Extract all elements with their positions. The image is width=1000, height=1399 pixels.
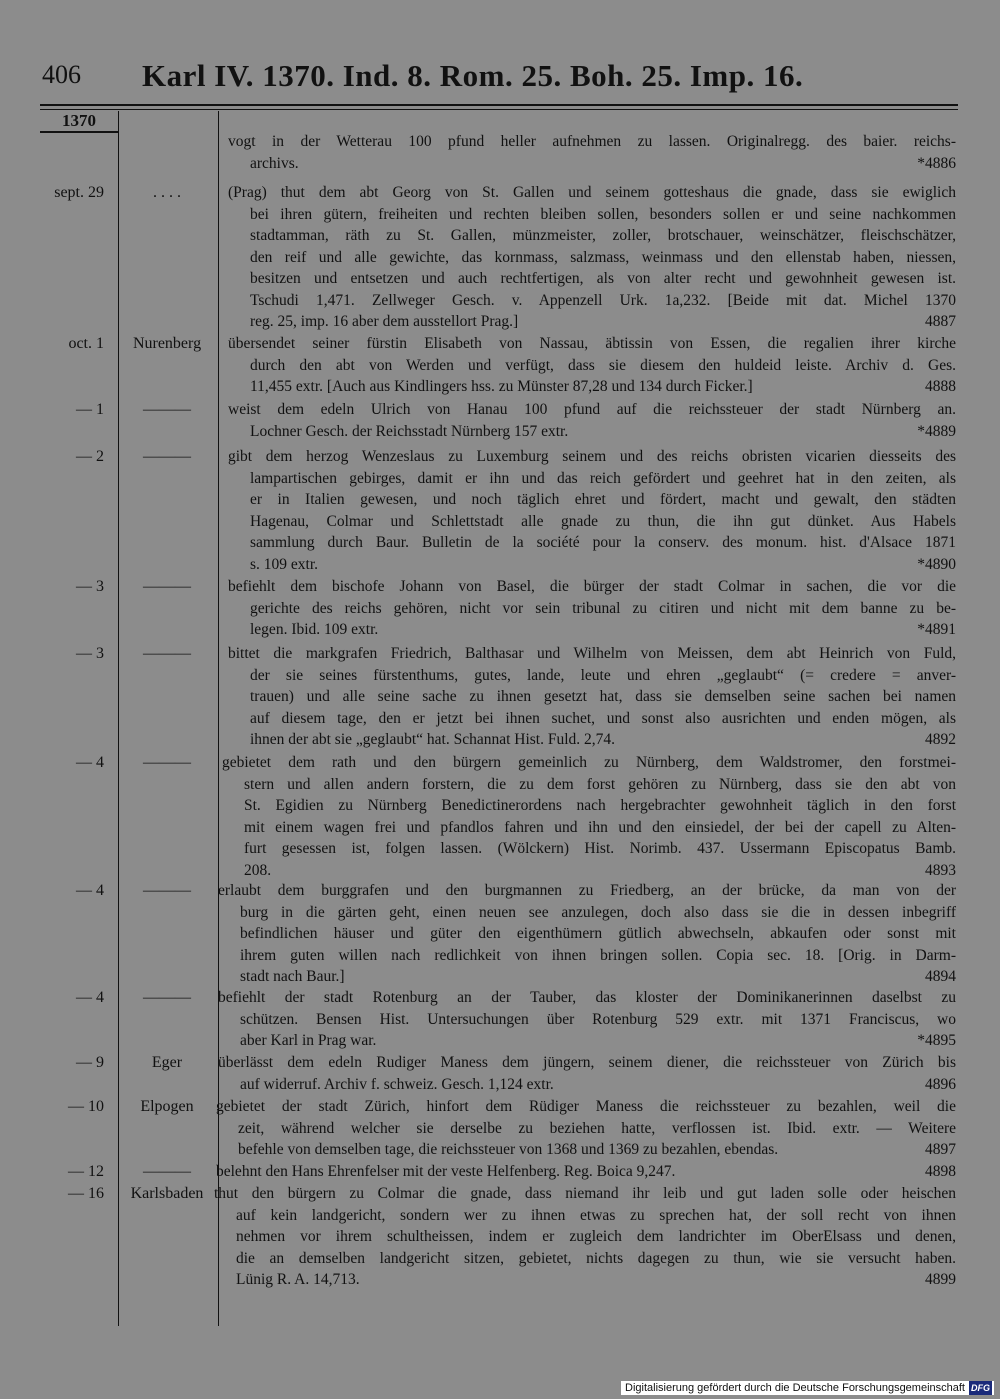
entry-place: ———: [143, 401, 191, 418]
entry-text-line: reg. 25, imp. 16 aber dem ausstellort Prag.]: [250, 313, 519, 330]
entry-text: [214, 1183, 956, 1291]
entry-text-line: erlaubt dem burggrafen und den burgmannen zu Friedberg, an der brücke, da man von der: [218, 882, 956, 899]
entry-text-line: gebietet der stadt Zürich, hinfort dem Rüdiger Maness die reichssteuer zu bezahlen, weil die: [216, 1098, 956, 1115]
entry-text: [218, 1052, 956, 1095]
entry-text-line: der sie seines fürstenthums, gutes, lande, leute und ehren „geglaubt“ (= credere = anver-: [250, 666, 956, 684]
entry-text-line: die an demselben landgericht sitzen, gebietet, nichts dagegen zu thun, wie sie versucht haben.: [236, 1249, 956, 1267]
entry-text-line: übersendet seiner fürstin Elisabeth von Nassau, äbtissin von Essen, die regalien ihrer kirche: [228, 335, 956, 352]
entry-text: [228, 131, 956, 174]
entry-text-line: s. 109 extr.: [250, 555, 319, 573]
running-title: Karl IV. 1370. Ind. 8. Rom. 25. Boh. 25. Imp. 16.: [142, 58, 804, 93]
entry-number: *4890: [917, 555, 956, 573]
entry-text: [222, 752, 956, 881]
entry-number: 4898: [925, 1163, 956, 1180]
entry-text-line: er in Italien gewesen, und noch täglich ehret und fördert, macht und gewalt, den städten: [250, 491, 956, 508]
entry-text: [228, 576, 956, 641]
entry-text: [216, 1096, 956, 1161]
entry-text-line: vogt in der Wetterau 100 pfund heller aufnehmen zu lassen. Originalregg. des baier. reichs-: [228, 133, 956, 150]
entry-text: [228, 333, 956, 398]
entry-text-line: auf widerruf. Archiv f. schweiz. Gesch. 1,124 extr.: [240, 1075, 554, 1093]
entry-text-line: nehmen vor ihrem schultheissen, indem er zugleich dem landrichter im OberElsass und denen,: [236, 1228, 956, 1245]
entry-date: — 4: [76, 882, 104, 899]
entry-place: ———: [143, 1163, 191, 1180]
entry-text-line: überlässt dem edeln Rudiger Maness dem jüngern, seinem diener, die reichssteuer von Zürich bis: [218, 1054, 956, 1071]
entry-text-line: zeit, während welcher sie derselbe zu beziehen hatte, verflossen ist. Ibid. extr. — Weitere: [238, 1119, 956, 1137]
entry-text: [228, 446, 956, 575]
entry-text-line: trauen) und alle seine sache zu ihnen gesetzt hat, dass sie demselben seine sachen bei namen: [250, 688, 956, 705]
entry-number: 4896: [925, 1075, 956, 1093]
entry-number: *4889: [917, 422, 956, 440]
entry-text: [218, 987, 956, 1052]
entry-place: Nurenberg: [132, 335, 202, 352]
entry-text-line: stadtamman, räth zu St. Gallen, münzmeister, zoller, brotschauer, weinschätzer, fleischschätzer,: [250, 227, 956, 244]
entry-number: 4893: [925, 861, 956, 879]
entry-date: — 2: [76, 448, 104, 465]
entry-text-line: sammlung durch Baur. Bulletin de la société pour la conserv. des monum. hist. d'Alsace 1871: [250, 534, 956, 551]
entry-number: 4892: [925, 731, 956, 748]
entry-text-line: lampartischen gebirges, damit er ihn und das reich gefördert und geehret hat in den zeiten, als: [250, 469, 956, 487]
entry-place: ———: [143, 578, 191, 595]
entry-place: ———: [143, 989, 191, 1006]
entry-text-line: burg in die gärten geht, einen neuen see anzulegen, doch also dass sie die in dessen inbegriff: [240, 903, 956, 921]
entry-date: — 9: [76, 1054, 104, 1071]
entry-text-line: 208.: [244, 861, 272, 879]
entry-text-line: gerichte des reichs gehören, nicht vor sein tribunal zu citiren und nicht mit dem banne zu be-: [250, 599, 956, 617]
footer-credit: [621, 1381, 994, 1395]
entry-date: — 3: [76, 578, 104, 595]
entry-place: ———: [143, 645, 191, 662]
entry-date: — 3: [76, 645, 104, 662]
entry-text-line: thut den bürgern zu Colmar die gnade, dass niemand ihr leib und gut laden solle oder heischen: [214, 1185, 956, 1202]
entry-text-line: legen. Ibid. 109 extr.: [250, 621, 379, 638]
entry-text-line: ihrem guten willen nach redlichkeit von ihnen bringen sollen. Copia sec. 18. [Orig. in Darm-: [240, 946, 956, 964]
entry-text: [218, 880, 956, 988]
entry-text-line: (Prag) thut dem abt Georg von St. Gallen und seinem gotteshaus die gnade, dass sie ewiglich: [228, 184, 956, 201]
entry-date: — 1: [76, 401, 104, 418]
page-number: 406: [42, 60, 81, 89]
entry-number: *4886: [917, 154, 956, 172]
entry-text-line: durch den abt von Werden und verfügt, dass sie diesem den huldeid leiste. Archiv d. Ges.: [250, 356, 956, 374]
entry-place: Karlsbaden: [130, 1185, 204, 1202]
entry-text-line: weist dem edeln Ulrich von Hanau 100 pfund auf die reichssteuer der stadt Nürnberg an.: [228, 401, 956, 418]
entry-text-line: mit einem wagen frei und pfandlos fahren und ihn und den einsiedel, der bei der capell zu Alten-: [244, 818, 956, 836]
entry-text-line: Tschudi 1,471. Zellweger Gesch. v. Appenzell Urk. 1a,232. [Beide mit dat. Michel 1370: [250, 291, 956, 309]
entry-date: — 12: [68, 1163, 104, 1180]
entry-number: 4899: [925, 1271, 956, 1288]
entry-number: *4891: [917, 621, 956, 638]
entry-number: 4894: [925, 968, 956, 985]
entry-text-line: befindlichen häuser und güter den eigenthümern gütlich abwechseln, abkaufen oder sonst mit: [240, 925, 956, 942]
footer-credit-text: Digitalisierung gefördert durch die Deutsche Forschungsgemeinschaft: [625, 1382, 965, 1394]
entry-number: *4895: [917, 1032, 956, 1049]
entry-text-line: schützen. Bensen Hist. Untersuchungen über Rotenburg 529 extr. mit 1371 Franciscus, wo: [240, 1010, 956, 1028]
entry-text-line: bittet die markgrafen Friedrich, Balthasar und Wilhelm von Meissen, dem abt Heinrich von Fuld,: [228, 645, 956, 662]
entry-text-line: bei ihren gütern, freiheiten und rechten bleiben sollen, besonders sollen er und seine nachkommen: [250, 205, 956, 223]
dfg-logo-icon: DFG: [971, 1383, 990, 1393]
entry-text-line: Lünig R. A. 14,713.: [236, 1271, 360, 1288]
year-heading: 1370: [40, 111, 118, 133]
page-header: [0, 58, 1000, 98]
entry-text-line: ihnen der abt sie „geglaubt“ hat. Schannat Hist. Fuld. 2,74.: [250, 731, 616, 748]
entry-number: 4888: [925, 378, 956, 395]
entry-text-line: befiehlt dem bischofe Johann von Basel, die bürger der stadt Colmar in sachen, die vor die: [228, 578, 956, 595]
entry-date: — 4: [76, 754, 104, 771]
entry-text-line: gibt dem herzog Wenzeslaus zu Luxemburg seinem und des reichs obristen vicarien diesseits des: [228, 448, 956, 465]
entry-text-line: Hagenau, Colmar und Schlettstadt alle gnade zu thun, die ihn gut dünket. Aus Habels: [250, 512, 956, 530]
entry-text-line: befiehlt der stadt Rotenburg an der Tauber, das kloster der Dominikanerinnen daselbst zu: [218, 989, 956, 1006]
entry-place: ———: [143, 754, 191, 771]
entry-text-line: auf kein landgericht, sondern wer zu ihnen etwas zu sprechen hat, der soll recht von ihnen: [236, 1206, 956, 1224]
entry-text-line: archivs.: [250, 154, 299, 172]
entry-text: [228, 182, 956, 333]
entry-text-line: St. Egidien zu Nürnberg Benedictinerordens nach hergebrachter gewohnheit täglich in den forst: [244, 797, 956, 814]
entry-text-line: gebietet dem rath und den bürgern gemeinlich zu Nürnberg, dem Waldstromer, den forstmei-: [222, 754, 956, 771]
entry-text-line: stern und allen andern forstern, die zu dem forst gehören zu Nürnberg, dass sie den abt von: [244, 775, 956, 793]
entry-date: oct. 1: [68, 335, 104, 352]
entry-place: ———: [143, 882, 191, 899]
entry-place: . . . .: [153, 184, 181, 201]
entry-text-line: belehnt den Hans Ehrenfelser mit der veste Helfenberg. Reg. Boica 9,247.: [216, 1163, 676, 1180]
entry-text-line: den reif und alle gewichte, das kornmass, salzmass, weinmass und den ellenstab haben, niessen,: [250, 248, 956, 266]
header-rule-thick: [40, 104, 958, 106]
entry-text-line: Lochner Gesch. der Reichsstadt Nürnberg 157 extr.: [250, 422, 569, 440]
entry-place: Elpogen: [140, 1098, 194, 1115]
entry-place: ———: [143, 448, 191, 465]
header-rule-thin: [40, 109, 958, 110]
entry-text-line: befehle von demselben tage, die reichssteuer von 1368 und 1369 zu bezahlen, ebendas.: [238, 1141, 779, 1158]
entry-place: Eger: [151, 1054, 183, 1071]
entry-date: sept. 29: [54, 184, 104, 201]
entry-date: — 4: [76, 989, 104, 1006]
entry-number: 4897: [925, 1141, 956, 1158]
entry-text-line: aber Karl in Prag war.: [240, 1032, 377, 1049]
entry-text-line: besitzen und entsetzen und auch rechtfertigen, als von alter recht und gewohnheit gewesen ist.: [250, 270, 956, 287]
entry-date: — 16: [68, 1185, 104, 1202]
entry-text: [216, 1161, 956, 1183]
entry-text-line: furt gesessen ist, folgen lassen. (Wölckern) Hist. Norimb. 437. Ussermann Episcopatus Bamb.: [244, 840, 956, 857]
entry-text-line: auf diesem tage, den er jetzt bei ihnen suchet, und sonst also ausrichten und enden mögen, als: [250, 709, 956, 727]
entry-text: [228, 643, 956, 751]
entry-number: 4887: [925, 313, 956, 330]
entry-text-line: 11,455 extr. [Auch aus Kindlingers hss. zu Münster 87,28 und 134 durch Ficker.]: [250, 378, 753, 395]
entry-text: [228, 399, 956, 442]
entry-date: — 10: [68, 1098, 104, 1115]
entry-text-line: stadt nach Baur.]: [240, 968, 345, 985]
column-divider-date: [118, 111, 119, 1326]
